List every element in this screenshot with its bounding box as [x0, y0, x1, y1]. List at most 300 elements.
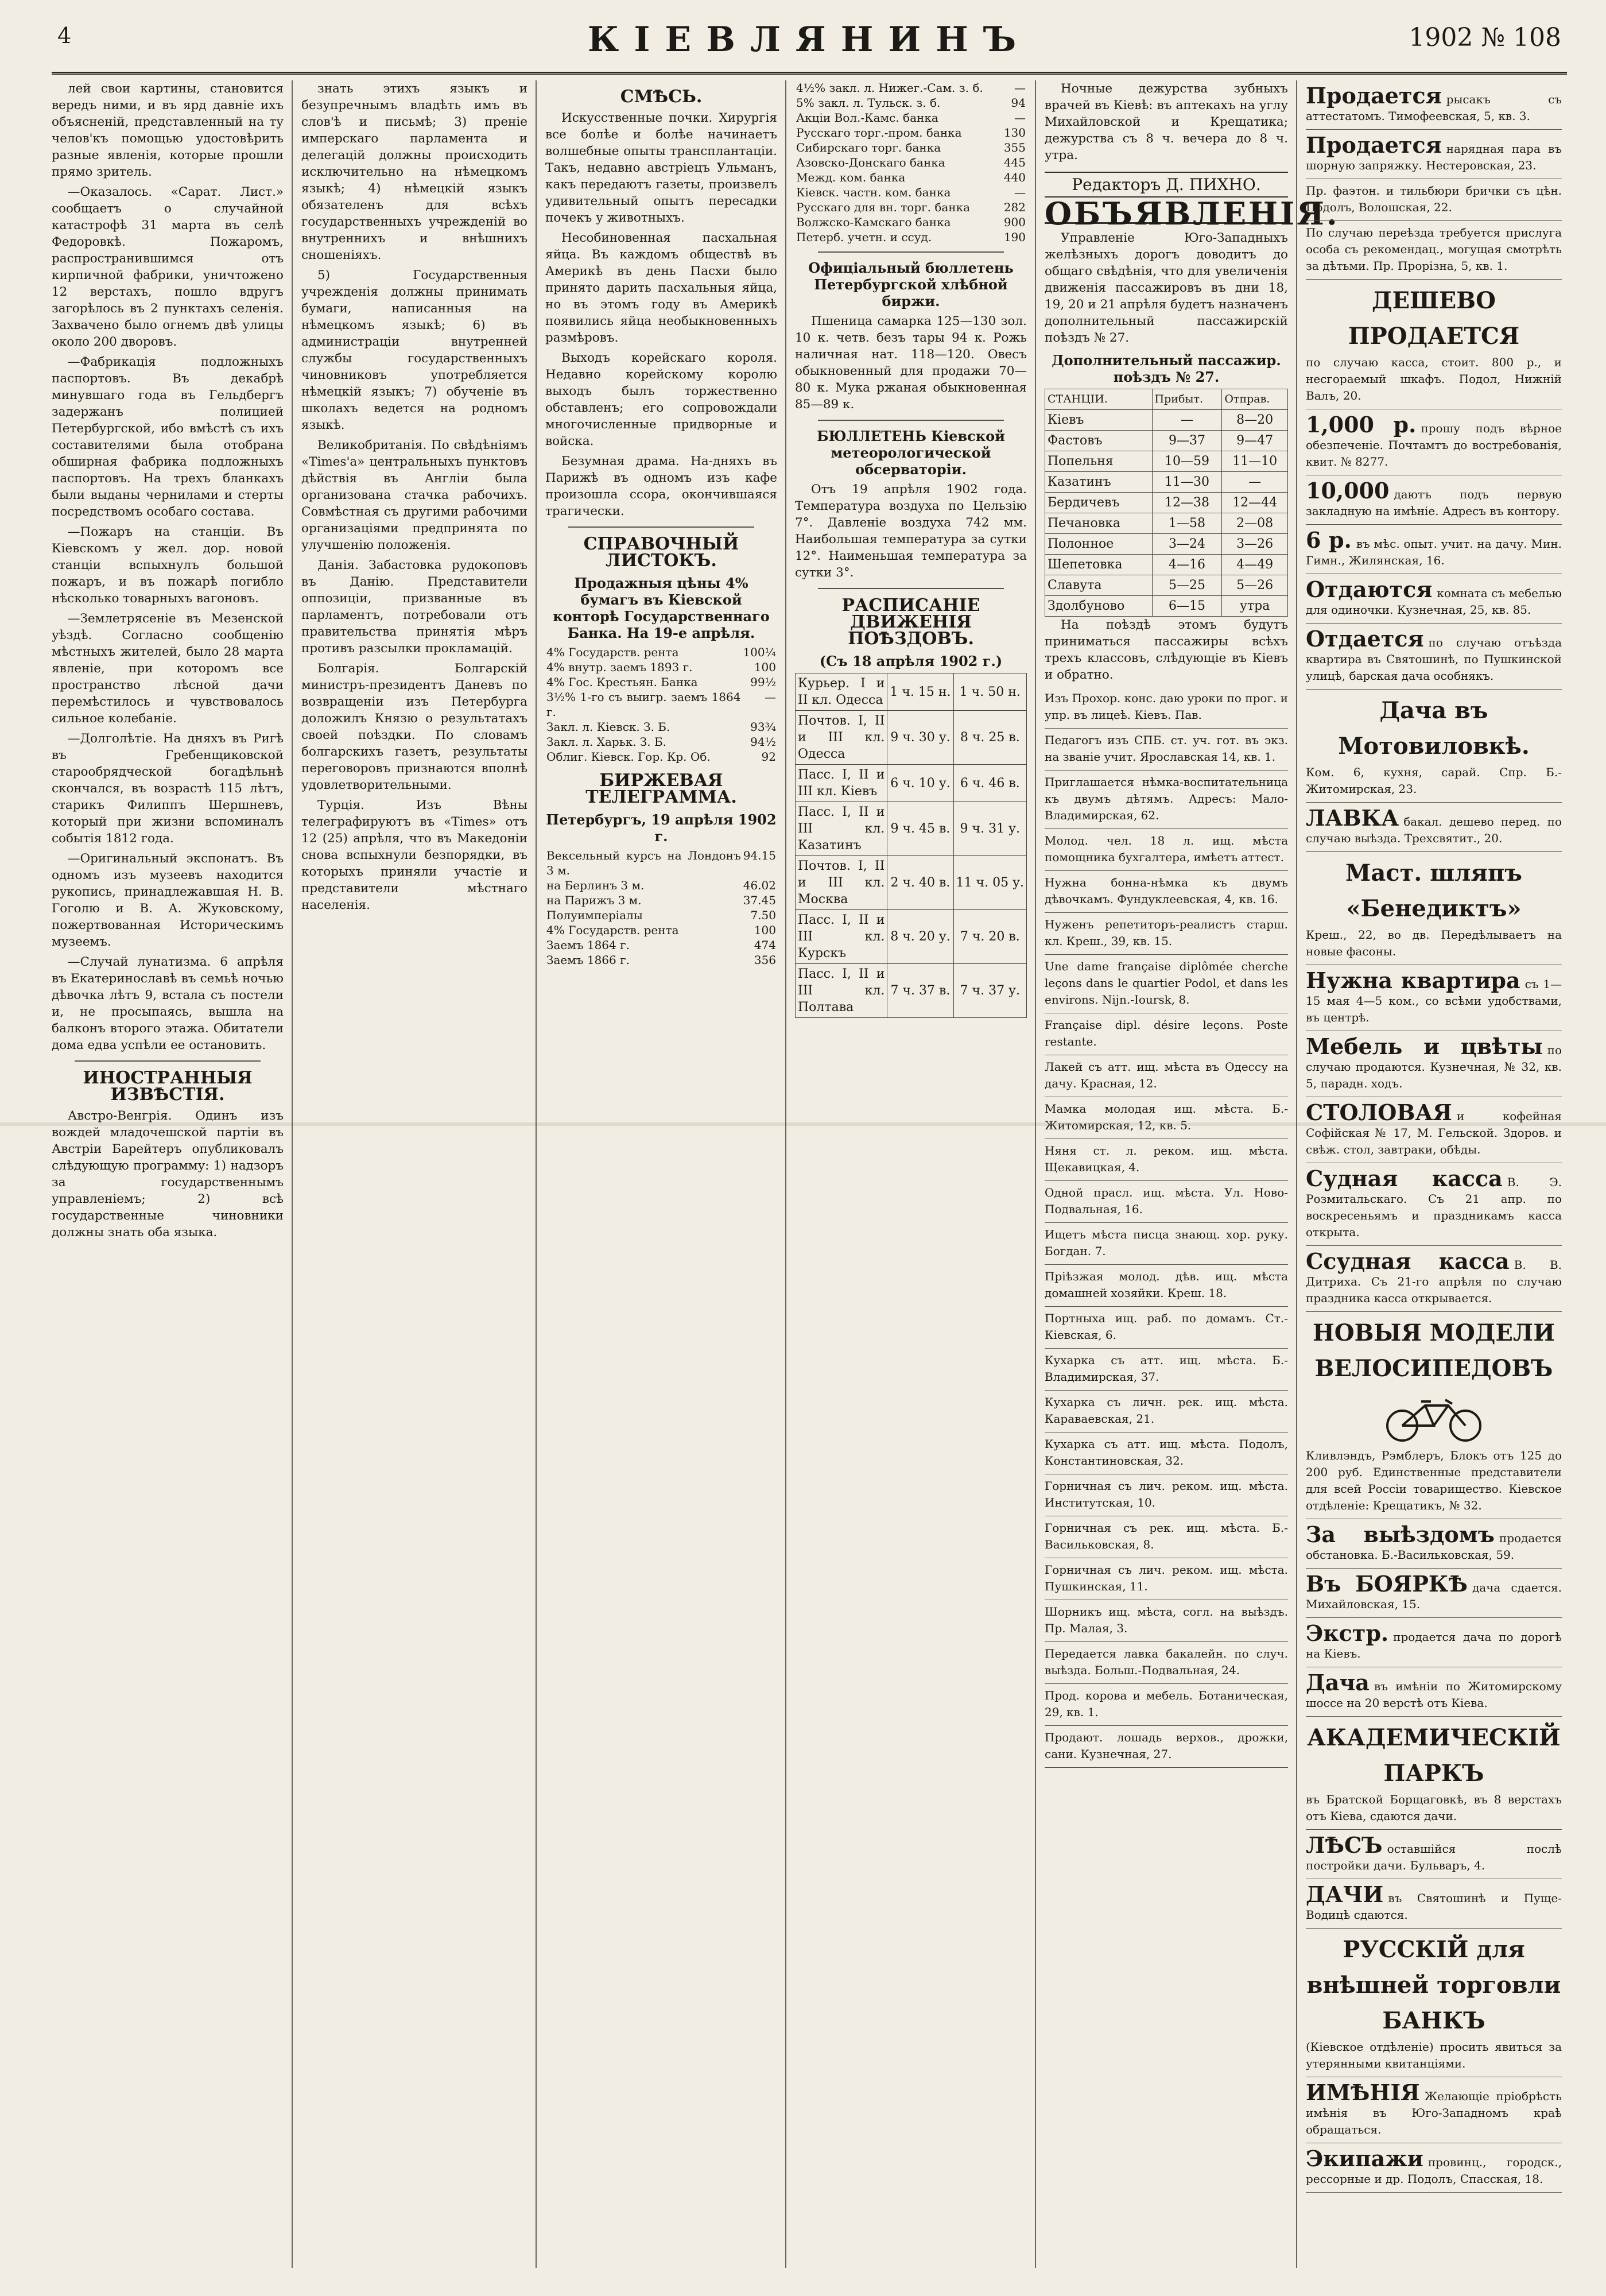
quote-row — [795, 230, 1027, 245]
job-ad-text: Кухарка съ атт. ищ. мѣста. Б.-Владимирская, 37. — [1045, 1353, 1288, 1384]
quote-row — [545, 645, 777, 660]
schedule-row — [1045, 513, 1288, 534]
schedule-row — [1045, 451, 1288, 472]
classified-ad — [1306, 1830, 1562, 1879]
classified-ad — [1306, 280, 1562, 409]
miscellany-paragraph: Искусственные почки. Хирургія все болѣе и болѣе начинаетъ волшебные опыты трансплантаціи. Такъ, недавно австріецъ Ульманъ, какъ передаютъ газеты, произвелъ удивительный опытъ пересадки почекъ у животныхъ. — [545, 111, 777, 225]
ad-text: даютъ подъ первую закладную на имѣніе. Адресъ въ контору. — [1306, 487, 1562, 518]
train-row — [796, 802, 1027, 856]
classified-ad — [1306, 1031, 1562, 1097]
quote-value: — — [1014, 81, 1026, 95]
classified-ad — [1306, 1312, 1562, 1519]
ad-text: по случаю отъѣзда квартира въ Святошинѣ, по Пушкинской улицѣ, барская дача особнякъ. — [1306, 636, 1562, 683]
quote-value: — — [765, 690, 776, 704]
schedule-row — [1045, 410, 1288, 431]
column-1 — [52, 80, 293, 2268]
job-ads — [1045, 1055, 1288, 1768]
ad-text: По случаю переѣзда требуется прислуга особа съ рекомендац., могущая смотрѣть за дѣтьми. Пр. Прорізна, 5, кв. 1. — [1306, 226, 1562, 273]
time-cell: 2 ч. 40 в. — [887, 856, 953, 910]
ad-text: и кофейная Софійская № 17, М. Гельской. Здоров. и свѣж. стол, завтраки, обѣды. — [1306, 1109, 1562, 1156]
job-ad — [1045, 1139, 1288, 1181]
job-ad — [1045, 1265, 1288, 1307]
exchange-subheading: Петербургъ, 19 апрѣля 1902 г. — [546, 811, 777, 845]
ad-headline: 6 р. — [1306, 527, 1352, 553]
classified-ad — [1306, 1163, 1562, 1246]
tutor-ad — [1045, 829, 1288, 871]
job-ad-text: Одной прасл. ищ. мѣста. Ул. Ново-Подвальная, 16. — [1045, 1186, 1288, 1216]
ad-text: Кливлэндъ, Рэмблеръ, Блокъ отъ 125 до 200 руб. Единственные представители для всей Россіи товарищество. Кіевское отдѣленіе: Крещатикъ, № 32. — [1306, 1449, 1562, 1512]
quote-value: 100¼ — [743, 645, 776, 659]
time-cell: 6 ч. 10 у. — [887, 765, 953, 802]
ad-text: по случаю касса, стоит. 800 р., и несгораемый шкафъ. Подол, Нижній Валъ, 20. — [1306, 355, 1562, 402]
ad-headline: ЛѢСЪ — [1306, 1832, 1383, 1858]
ads-heading: ОБЪЯВЛЕНІЯ. — [1045, 195, 1340, 232]
time-cell: 4—49 — [1222, 555, 1288, 575]
quote-value: 94.15 — [743, 849, 776, 862]
classified-ad — [1306, 1879, 1562, 1929]
job-ad-text: Передается лавка бакалейн. по случ. выѣзда. Больш.-Подвальная, 24. — [1045, 1647, 1288, 1677]
classified-ad — [1306, 1519, 1562, 1569]
job-ad — [1045, 1097, 1288, 1139]
reference-subheading: Продажныя цѣны 4% бумагъ въ Кіевской конторѣ Государственнаго Банка. На 19-е апрѣля. — [553, 575, 770, 641]
job-ad — [1045, 1516, 1288, 1558]
time-cell: 7 ч. 37 в. — [887, 964, 953, 1018]
time-cell: 5—26 — [1222, 575, 1288, 596]
train-row — [796, 910, 1027, 964]
tutor-ad — [1045, 729, 1288, 771]
miscellany-paragraph: Безумная драма. На-дняхъ въ Парижѣ въ одномъ изъ кафе произошла ссора, окончившаяся трагически. — [545, 454, 777, 518]
classified-ad — [1306, 690, 1562, 803]
quote-row — [795, 215, 1027, 230]
quote-value: 37.45 — [743, 893, 776, 907]
quote-label: Вексельный курсъ на Лондонъ 3 м. — [546, 849, 741, 877]
ad-text: бакал. дешево перед. по случаю выѣзда. Трехсвятит., 20. — [1306, 815, 1562, 845]
job-ad — [1045, 1055, 1288, 1097]
classified-ad — [1306, 80, 1562, 130]
train-row — [796, 765, 1027, 802]
station-cell: Кіевъ — [1045, 410, 1153, 431]
time-cell: 5—25 — [1152, 575, 1222, 596]
quote-label: Петерб. учетн. и ссуд. — [796, 230, 932, 244]
quote-label: Полуимперіалы — [546, 908, 643, 922]
ad-headline: НОВЫЯ МОДЕЛИ ВЕЛОСИПЕДОВЪ — [1312, 1319, 1555, 1382]
job-ad-text: Няня ст. л. реком. ищ. мѣста. Щекавицкая, 4. — [1045, 1144, 1288, 1174]
quote-label: на Берлинъ 3 м. — [546, 878, 645, 892]
classified-ad — [1306, 1667, 1562, 1717]
station-cell: Попельня — [1045, 451, 1153, 472]
job-ad-text: Портныха ищ. раб. по домамъ. Ст.-Кіевская, 6. — [1045, 1311, 1288, 1342]
classified-ad — [1306, 2077, 1562, 2143]
quote-label: 4% Гос. Крестьян. Банка — [546, 675, 698, 689]
tutor-ad-text: Приглашается нѣмка-воспитательница къ двумъ дѣтямъ. Адресъ: Мало-Владимирская, 62. — [1045, 775, 1288, 822]
time-cell: — — [1222, 472, 1288, 493]
miscellany-paragraph: Несобиновенная пасхальная яйца. Въ каждомъ обществѣ въ Америкѣ въ день Пасхи было принято дарить пасхальныя яйца, но въ этомъ году въ Америкѣ появились яйца необыкновенныхъ размѣровъ. — [545, 231, 777, 345]
classified-ad — [1306, 1569, 1562, 1618]
quote-row — [795, 125, 1027, 140]
ad-text: по случаю продаются. Кузнечная, № 32, кв. 5, парадн. ходъ. — [1306, 1043, 1562, 1090]
station-cell: Казатинъ — [1045, 472, 1153, 493]
schedule-row — [1045, 596, 1288, 617]
job-ad-text: Горничная съ лич. реком. ищ. мѣста. Пушкинская, 11. — [1045, 1563, 1288, 1593]
divider — [818, 420, 1004, 421]
tutor-ad-text: Изъ Прохор. конс. даю уроки по прог. и упр. въ лицеѣ. Кіевъ. Пав. — [1045, 691, 1288, 722]
quote-label: 4½% закл. л. Нижег.-Сам. з. б. — [796, 81, 983, 95]
quote-value: 130 — [1003, 126, 1026, 140]
time-cell: 9 ч. 31 у. — [953, 802, 1026, 856]
job-ad-text: Горничная съ рек. ищ. мѣста. Б.-Васильковская, 8. — [1045, 1521, 1288, 1551]
classified-ad — [1306, 2143, 1562, 2193]
ad-text: Креш., 22, во дв. Передѣлываетъ на новые фасоны. — [1306, 928, 1562, 958]
station-cell: Полонное — [1045, 534, 1153, 555]
train-row — [796, 964, 1027, 1018]
divider — [568, 526, 754, 528]
ad-text: продается обстановка. Б.-Васильковская, 59. — [1306, 1531, 1562, 1562]
news-paragraph: Данія. Забастовка рудокоповъ въ Данію. Представители оппозиціи, призванные въ парламентъ, потребовали отъ правительства принятія мѣръ противъ разсылки прокламацій. — [301, 558, 527, 656]
train-row — [796, 711, 1027, 765]
quote-value: 440 — [1003, 171, 1026, 184]
time-cell: 7 ч. 37 у. — [953, 964, 1026, 1018]
foreign-news-heading: ИНОСТРАННЫЯ ИЗВѢСТІЯ. — [83, 1068, 253, 1105]
quote-value: — — [1014, 111, 1026, 125]
ad-headline: За выѣздомъ — [1306, 1521, 1495, 1547]
quote-label: Сибирскаго торг. банка — [796, 141, 941, 154]
quote-row — [545, 848, 777, 878]
quote-label: Волжско-Камскаго банка — [796, 215, 951, 229]
ad-headline: Мебель и цвѣты — [1306, 1033, 1543, 1059]
classified-ads — [1306, 80, 1562, 2193]
tutor-ad-text: Нужна бонна-нѣмка къ двумъ дѣвочкамъ. Фундуклеевская, 4, кв. 16. — [1045, 876, 1288, 906]
job-ad-text: Кухарка съ личн. рек. ищ. мѣста. Караваевская, 21. — [1045, 1395, 1288, 1426]
schedule-row — [1045, 575, 1288, 596]
station-cell: Почтов. I, II и III кл. Москва — [796, 856, 887, 910]
job-ad-text: Лакей съ атт. ищ. мѣста въ Одессу на дачу. Красная, 12. — [1045, 1060, 1288, 1090]
classified-ad — [1306, 1717, 1562, 1830]
job-ad — [1045, 1600, 1288, 1642]
job-ad — [1045, 1223, 1288, 1265]
quote-row — [545, 908, 777, 923]
quote-value: 100 — [754, 660, 776, 674]
tutor-ad — [1045, 771, 1288, 829]
time-cell: 11—30 — [1152, 472, 1222, 493]
job-ad — [1045, 1642, 1288, 1684]
station-cell: Пасс. I, II и III кл. Кіевъ — [796, 765, 887, 802]
schedule-caption: Дополнительный пассажир. поѣздъ № 27. — [1052, 352, 1281, 385]
time-cell: 9 ч. 45 в. — [887, 802, 953, 856]
ad-text: (Кіевское отдѣленіе) просить явиться за утерянными квитанціями. — [1306, 2040, 1562, 2070]
station-cell: Славута — [1045, 575, 1153, 596]
ad-text: Пр. фаэтон. и тильбюри брички съ цѣн. Подолъ, Волошская, 22. — [1306, 184, 1562, 214]
quote-value: 900 — [1003, 215, 1026, 229]
time-cell: 10—59 — [1152, 451, 1222, 472]
schedule-row — [1045, 493, 1288, 513]
classified-ad — [1306, 1246, 1562, 1312]
share-quotes-table — [795, 80, 1027, 245]
quote-row — [795, 185, 1027, 200]
time-cell: 9—37 — [1152, 431, 1222, 451]
quote-row — [795, 95, 1027, 110]
divider — [818, 251, 1004, 253]
quote-label: 4% внутр. заемъ 1893 г. — [546, 660, 693, 674]
station-cell: Здолбуново — [1045, 596, 1153, 617]
ad-text: въ Святошинѣ и Пуще-Водицѣ сдаются. — [1306, 1891, 1562, 1922]
job-ad-text: Шорникъ ищ. мѣста, согл. на выѣздъ. Пр. Малая, 3. — [1045, 1605, 1288, 1635]
bond-quotes-table — [545, 645, 777, 764]
classified-ad — [1306, 852, 1562, 965]
job-ad — [1045, 1558, 1288, 1600]
col-arrival: Прибыт. — [1152, 389, 1222, 410]
railway-footer: На поѣздѣ этомъ будутъ приниматься пассажиры всѣхъ трехъ классовъ, слѣдующіе въ Кіевъ и обратно. — [1045, 618, 1288, 682]
quote-label: на Парижъ 3 м. — [546, 893, 642, 907]
time-cell: 2—08 — [1222, 513, 1288, 534]
quote-value: 356 — [754, 953, 776, 967]
quote-row — [545, 734, 777, 749]
classified-ad — [1306, 574, 1562, 624]
ad-text: оставшійся послѣ постройки дачи. Бульваръ, 4. — [1306, 1842, 1562, 1872]
job-ad-text: Пріѣзжая молод. дѣв. ищ. мѣста домашней хозяйки. Креш. 18. — [1045, 1269, 1288, 1300]
quote-row — [545, 660, 777, 675]
miscellany-paragraph: Выходъ корейскаго короля. Недавно корейскому королю выходъ былъ торжественно обставленъ; его сопровождали многочисленные придворные и войска. — [545, 351, 777, 448]
page-fold — [0, 1122, 1606, 1126]
exchange-heading: БИРЖЕВАЯ ТЕЛЕГРАММА. — [585, 771, 737, 807]
tutor-ad-text: Молод. чел. 18 л. ищ. мѣста помощника бухгалтера, имѣетъ аттест. — [1045, 834, 1288, 864]
ad-text: Желающіе пріобрѣсть имѣнія въ Юго-Западномъ краѣ обращаться. — [1306, 2089, 1562, 2136]
column-3 — [545, 80, 786, 2268]
ad-text: провинц., городск., рессорные и др. Подолъ, Спасская, 18. — [1306, 2155, 1562, 2186]
time-cell: утра — [1222, 596, 1288, 617]
quote-label: Облиг. Кіевск. Гор. Кр. Об. — [546, 750, 711, 764]
ad-text: комната съ мебелью для одиночки. Кузнечная, 25, кв. 85. — [1306, 586, 1562, 617]
job-ad-text: Мамка молодая ищ. мѣста. Б.-Житомирская, 12, кв. 5. — [1045, 1102, 1288, 1132]
station-cell: Бердичевъ — [1045, 493, 1153, 513]
quote-label: Кіевск. частн. ком. банка — [796, 185, 951, 199]
col-stations: СТАНЦІИ. — [1045, 389, 1153, 410]
train-row — [796, 673, 1027, 711]
quote-label: Заемъ 1866 г. — [546, 953, 630, 967]
railway-notice: Управленіе Юго-Западныхъ желѣзныхъ дорогъ доводитъ до общаго свѣдѣнія, что для увеличенія движенія пассажировъ въ дни 18, 19, 20 и 21 апрѣля будетъ назначенъ дополнительный пассажирскій поѣздъ № 27. — [1045, 231, 1288, 345]
ad-text: въ имѣніи по Житомирскому шоссе на 20 верстѣ отъ Кіева. — [1306, 1679, 1562, 1710]
quote-row — [545, 878, 777, 893]
column-6 — [1306, 80, 1570, 2268]
job-ad — [1045, 1684, 1288, 1726]
exchange-table — [545, 848, 777, 967]
news-paragraph: —Долголѣтіе. На дняхъ въ Ригѣ въ Гребенщиковской старообрядческой богадѣльнѣ скончался, въ возрастѣ 115 лѣтъ, старикъ Филиппъ Шершневъ, который при жизни вспоминалъ событія 1812 года. — [52, 731, 284, 846]
ad-text: продается дача по дорогѣ на Кіевъ. — [1306, 1630, 1562, 1660]
ad-headline: 1,000 р. — [1306, 412, 1417, 437]
quote-row — [545, 749, 777, 764]
classified-ad — [1306, 624, 1562, 690]
time-cell: 1 ч. 15 н. — [887, 673, 953, 711]
ad-text: нарядная пара въ шорную запряжку. Нестеровская, 23. — [1306, 142, 1562, 172]
foreign-news-text: Австро-Венгрія. Одинъ изъ вождей младочешской партіи въ Австріи Барейтеръ опубликовалъ слѣдующую программу: 1) надзоръ за государственнымъ управленіемъ; 2) всѣ государственные чиновники должны знать оба языка. — [52, 1109, 284, 1240]
french-ad-1: Une dame française diplômée cherche leçons dans le quartier Podol, et dans les environs. Nijn.-Ioursk, 8. — [1045, 955, 1288, 1013]
ad-headline: Маст. шляпъ «Бенедиктъ» — [1345, 859, 1522, 922]
time-cell: 6—15 — [1152, 596, 1222, 617]
ad-headline: ИМѢНІЯ — [1306, 2080, 1420, 2105]
time-cell: 11 ч. 05 у. — [953, 856, 1026, 910]
ad-headline: Экстр. — [1306, 1620, 1389, 1646]
ad-headline: РУССКІЙ для внѣшней торговли БАНКЪ — [1306, 1936, 1561, 2034]
quote-row — [545, 719, 777, 734]
station-cell: Пасс. I, II и III кл. Курскъ — [796, 910, 887, 964]
time-cell: 8 ч. 20 у. — [887, 910, 953, 964]
ad-text: въ мѣс. опыт. учит. на дачу. Мин. Гимн., Жилянская, 16. — [1306, 537, 1562, 567]
news-paragraph: Турція. Изъ Вѣны телеграфируютъ въ «Times» отъ 12 (25) апрѣля, что въ Македоніи снова вспыхнули безпорядки, въ которыхъ приняли участіе и представители мѣстнаго населенія. — [301, 798, 527, 912]
quote-row — [545, 938, 777, 953]
ad-text: В. В. Дитриха. Съ 21-го апрѣля по случаю праздника касса открывается. — [1306, 1258, 1562, 1305]
classified-ad — [1306, 475, 1562, 525]
ad-headline: АКАДЕМИЧЕСКІЙ ПАРКЪ — [1307, 1724, 1561, 1787]
quote-value: 94 — [1011, 96, 1026, 110]
news-paragraph: —Оригинальный экспонатъ. Въ одномъ изъ музеевъ находится рукопись, принадлежавшая Н. В. Гоголю и В. А. Жуковскому, пожертвованная Историческимъ музеемъ. — [52, 851, 284, 949]
time-cell: 7 ч. 20 в. — [953, 910, 1026, 964]
job-ad — [1045, 1307, 1288, 1349]
ad-text: дача сдается. Михайловская, 15. — [1306, 1581, 1562, 1611]
ad-headline: Продается — [1306, 83, 1442, 109]
quote-row — [795, 155, 1027, 170]
time-cell: 8—20 — [1222, 410, 1288, 431]
grain-bulletin-text: Пшеница самарка 125—130 зол. 10 к. четв. безъ тары 94 к. Рожь наличная нат. 118—120. Овесъ обыкновенный для продажи 70—80 к. Мука ржаная обыкновенная 85—89 к. — [795, 314, 1027, 412]
ad-headline: Дача — [1306, 1670, 1370, 1695]
column-2 — [301, 80, 537, 2268]
bicycle-icon — [1376, 1391, 1491, 1443]
quote-value: 46.02 — [743, 878, 776, 892]
classified-ad — [1306, 965, 1562, 1031]
divider — [75, 1060, 261, 1062]
quote-value: 99½ — [750, 675, 776, 689]
page-number: 4 — [57, 23, 72, 48]
quote-row — [545, 675, 777, 690]
meteo-bulletin-text: Отъ 19 апрѣля 1902 года. Температура воздуха по Цельзію 7°. Давленіе воздуха 742 мм. Наибольшая температура за сутки 12°. Наименьшая температура за сутки 3°. — [795, 482, 1027, 580]
job-ad — [1045, 1726, 1288, 1768]
quote-value: 190 — [1003, 230, 1026, 244]
column-4 — [795, 80, 1036, 2268]
schedule-row — [1045, 555, 1288, 575]
quote-row — [795, 170, 1027, 185]
train-schedule-heading: РАСПИСАНІЕ ДВИЖЕНІЯ ПОѢЗДОВЪ. — [841, 595, 980, 649]
ad-headline: Экипажи — [1306, 2146, 1423, 2171]
ad-text: въ Братской Борщаговкѣ, въ 8 верстахъ отъ Кіева, сдаются дачи. — [1306, 1792, 1562, 1823]
quote-row — [545, 953, 777, 967]
schedule-row — [1045, 431, 1288, 451]
masthead — [52, 17, 1567, 75]
time-cell: 9—47 — [1222, 431, 1288, 451]
job-ad-text: Кухарка съ атт. ищ. мѣста. Подолъ, Константиновская, 32. — [1045, 1437, 1288, 1468]
job-ad — [1045, 1349, 1288, 1391]
station-cell: Курьер. I и II кл. Одесса — [796, 673, 887, 711]
quote-value: 282 — [1003, 200, 1026, 214]
classified-ad — [1306, 179, 1562, 221]
time-cell: 12—38 — [1152, 493, 1222, 513]
ad-text: рысакъ съ аттестатомъ. Тимофеевская, 5, кв. 3. — [1306, 92, 1562, 123]
time-cell: 1 ч. 50 н. — [953, 673, 1026, 711]
newspaper-title: КІЕВЛЯНИНЪ — [587, 20, 1031, 60]
quote-value: 93¾ — [750, 720, 776, 734]
time-cell: — — [1152, 410, 1222, 431]
classified-ad — [1306, 1618, 1562, 1667]
quote-label: Русскаго для вн. торг. банка — [796, 200, 971, 214]
news-paragraph: —Землетрясеніе въ Мезенской уѣздѣ. Согласно сообщенію мѣстныхъ жителей, было 28 марта явленіе, при которомъ все пространство лѣсной дачи перемѣстилось и чувствовалось сильное колебаніе. — [52, 611, 284, 726]
ad-headline: ДАЧИ — [1306, 1881, 1384, 1907]
reference-heading: СПРАВОЧНЫЙ ЛИСТОКЪ. — [583, 534, 739, 571]
classified-ad — [1306, 803, 1562, 852]
editor-line: Редакторъ Д. ПИХНО. — [1045, 172, 1288, 198]
time-cell: 1—58 — [1152, 513, 1222, 534]
station-cell: Пасс. I, II и III кл. Полтава — [796, 964, 887, 1018]
quote-value: 7.50 — [750, 908, 776, 922]
schedule-row — [1045, 472, 1288, 493]
dental-notice: Ночные дежурства зубныхъ врачей въ Кіевѣ: въ аптекахъ на углу Михайловской и Крещатика; дежурства съ 8 ч. вечера до 8 ч. утра. — [1045, 82, 1288, 162]
grain-bulletin-heading: Офиціальный бюллетень Петербургской хлѣбной биржи. — [808, 260, 1014, 309]
quote-row — [795, 140, 1027, 155]
tutor-ad — [1045, 871, 1288, 913]
quote-row — [795, 200, 1027, 215]
news-paragraph: —Случай лунатизма. 6 апрѣля въ Екатеринославѣ въ семьѣ ночью дѣвочка лѣтъ 9, встала съ постели и, не просыпаясь, вышла на балконъ второго этажа. Обитатели дома едва успѣли ее остановить. — [52, 955, 284, 1052]
train-schedule-subheading: (Съ 18 апрѣля 1902 г.) — [819, 653, 1003, 669]
tutor-ad-text: Педагогъ изъ СПБ. ст. уч. гот. въ экз. на званіе учит. Ярославская 14, кв. 1. — [1045, 733, 1288, 764]
ad-headline: Въ БОЯРКѢ — [1306, 1571, 1468, 1597]
news-paragraph: лей свои картины, становится вередъ ними, и въ ярд давніе ихъ объясненій, представленный на ту челов'къ помощью удостовѣрить разные явленія, которые прошли прямо зритель. — [52, 82, 284, 179]
issue-number: 1902 № 108 — [1409, 23, 1561, 52]
quote-value: 92 — [761, 750, 776, 764]
news-paragraph: знать этихъ языкъ и безупречнымъ владѣть имъ въ слов'ѣ и письмѣ; 3) преніе имперскаго парламента и делегацій должны происходить исключительно на нѣмецкомъ языкѣ; 4) нѣмецкій языкъ обязателенъ для всѣхъ государственныхъ учрежденій во внутреннихъ и внѣшнихъ сношеніяхъ. — [301, 82, 527, 262]
job-ad-text: Продают. лошадь верхов., дрожки, сани. Кузнечная, 27. — [1045, 1730, 1288, 1761]
small-ads — [1045, 687, 1288, 955]
quote-value: 94½ — [750, 735, 776, 749]
french-ad-2: Française dipl. désire leçons. Poste restante. — [1045, 1013, 1288, 1055]
tutor-ad — [1045, 687, 1288, 729]
quote-row — [795, 80, 1027, 95]
quote-row — [545, 893, 777, 908]
ad-headline: Нужна квартира — [1306, 967, 1520, 993]
job-ad-text: Ищетъ мѣста писца знающ. хор. руку. Богдан. 7. — [1045, 1228, 1288, 1258]
news-paragraph: —Пожаръ на станціи. Въ Кіевскомъ у жел. дор. новой станціи вспыхнулъ большой пожаръ, и въ пожарѣ погибло нѣсколько товарныхъ вагоновъ. — [52, 525, 284, 606]
ad-headline: ЛАВКА — [1306, 805, 1399, 831]
quote-value: — — [1014, 185, 1026, 199]
time-cell: 6 ч. 46 в. — [953, 765, 1026, 802]
quote-label: 5% закл. л. Тульск. з. б. — [796, 96, 941, 110]
classified-ad — [1306, 221, 1562, 280]
train-row — [796, 856, 1027, 910]
quote-value: 474 — [754, 938, 776, 952]
ad-headline: ДЕШЕВО ПРОДАЕТСЯ — [1348, 287, 1520, 350]
ad-headline: Ссудная касса — [1306, 1248, 1510, 1274]
ad-headline: Отдаются — [1306, 576, 1433, 602]
quote-label: Закл. л. Кіевск. З. Б. — [546, 720, 670, 734]
ad-text: В. Э. Розмитальскаго. Съ 21 апр. по воскресеньямъ и праздникамъ касса открыта. — [1306, 1175, 1562, 1239]
station-cell: Печановка — [1045, 513, 1153, 534]
news-paragraph: Болгарія. Болгарскій министръ-президентъ Даневъ по возвращеніи изъ Петербурга доложилъ Князю о результатахъ своей поѣздки. По словамъ болгарскихъ газетъ, результаты переговоровъ признаются вполнѣ удовлетворительными. — [301, 661, 527, 792]
ad-headline: Отдается — [1306, 626, 1424, 652]
ad-headline: СТОЛОВАЯ — [1306, 1099, 1452, 1125]
job-ad — [1045, 1432, 1288, 1474]
news-paragraph: 5) Государственныя учрежденія должны принимать бумаги, написанныя на нѣмецкомъ языкѣ; 6) въ администраціи внутренней службы государственныхъ чиновниковъ употребляется нѣмецкій языкъ; 7) обученіе въ школахъ ведется на родномъ языкѣ. — [301, 268, 527, 432]
ad-headline: 10,000 — [1306, 478, 1390, 504]
quote-value: 100 — [754, 923, 776, 937]
time-cell: 11—10 — [1222, 451, 1288, 472]
quote-value: 445 — [1003, 156, 1026, 169]
quote-label: 4% Государств. рента — [546, 645, 679, 659]
station-cell: Шепетовка — [1045, 555, 1153, 575]
quote-label: Акціи Вол.-Камс. банка — [796, 111, 938, 125]
train-schedule-table — [795, 673, 1027, 1018]
ad-text: прошу подъ вѣрное обезпеченіе. Почтамтъ до востребованія, квит. № 8277. — [1306, 421, 1562, 469]
job-ad — [1045, 1391, 1288, 1432]
classified-ad — [1306, 1929, 1562, 2077]
miscellany-articles — [545, 110, 777, 520]
station-cell: Почтов. I, II и III кл. Одесса — [796, 711, 887, 765]
meteo-bulletin-heading: БЮЛЛЕТЕНЬ Кіевской метеорологической обсерваторіи. — [817, 428, 1005, 478]
time-cell: 3—24 — [1152, 534, 1222, 555]
